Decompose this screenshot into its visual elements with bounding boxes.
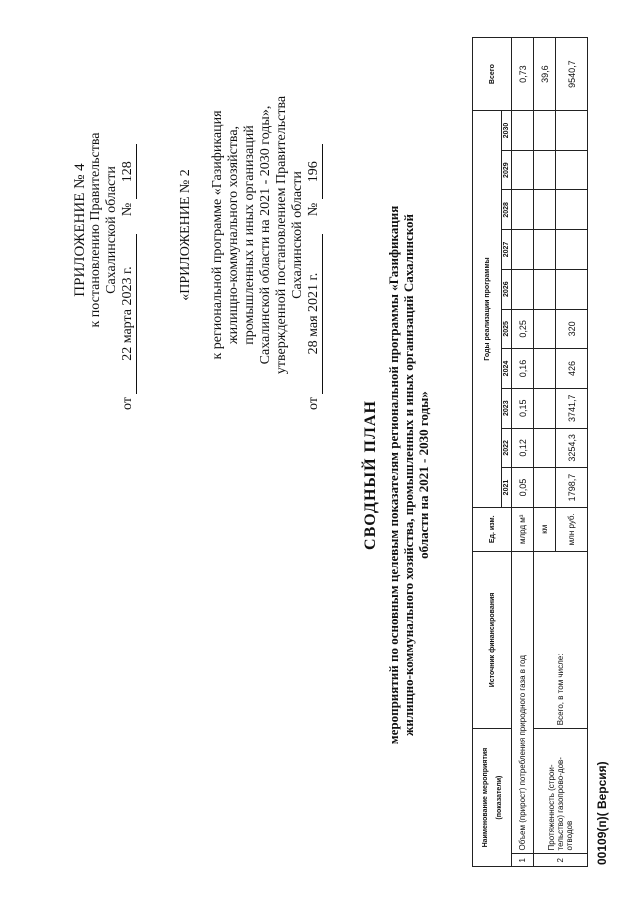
appendix-4-from-label: от — [120, 397, 135, 410]
appendix-2-line: к региональной программе «Газификация — [210, 110, 225, 360]
table-cell — [512, 111, 534, 151]
header-event — [473, 729, 512, 867]
plan-title: СВОДНЫЙ ПЛАН — [362, 400, 379, 550]
row-number: 2 — [534, 854, 588, 867]
table-cell — [534, 269, 556, 309]
plan-subtitle-line: жилищно-коммунального хозяйства, промышленных и иных организаций Сахалинской — [401, 213, 416, 737]
row-total: 39,6 — [534, 38, 556, 111]
table-cell — [534, 230, 556, 270]
table-cell: 3254,3 — [556, 428, 588, 468]
table-cell — [512, 269, 534, 309]
header-year: 2023 — [502, 388, 512, 428]
row-unit: млрд м³ — [512, 507, 534, 551]
plan-subtitle-line: области на 2021 - 2030 годы» — [416, 391, 431, 559]
appendix-4-date-row — [120, 50, 137, 410]
table-cell: 320 — [556, 309, 588, 349]
header-year: 2030 — [502, 111, 512, 151]
header-source: Источник финансирования — [473, 551, 512, 728]
table-cell — [556, 111, 588, 151]
table-row — [534, 38, 556, 867]
header-year: 2024 — [502, 349, 512, 389]
header-year: 2029 — [502, 150, 512, 190]
table-cell — [534, 111, 556, 151]
row-name: Протяженность (строи-тельство) газопрово-дов-отводов — [534, 729, 588, 854]
table-cell — [556, 230, 588, 270]
row-unit: км — [534, 507, 556, 551]
appendix-2-number: 196 — [306, 144, 323, 199]
header-year: 2022 — [502, 428, 512, 468]
table-row — [512, 38, 534, 867]
table-cell — [512, 190, 534, 230]
table-cell: 426 — [556, 349, 588, 389]
appendix-4-number-label: № — [120, 202, 135, 217]
appendix-2-date: 28 мая 2021 г. — [306, 234, 323, 394]
document-footer-code: 00109(п)( Версия) — [595, 761, 609, 865]
plan-subtitle-line: мероприятий по основным целевым показателям региональной программы «Газификация — [386, 205, 401, 745]
table-cell: 0,05 — [512, 468, 534, 508]
table-cell — [534, 388, 556, 428]
plan-table — [472, 37, 588, 867]
row-number: 1 — [512, 854, 534, 867]
appendix-4-line-1: к постановлению Правительства — [88, 132, 103, 328]
row-source: Всего, в том числе: — [534, 551, 588, 728]
header-year: 2028 — [502, 190, 512, 230]
table-header-row — [473, 38, 502, 867]
appendix-2-block — [178, 35, 323, 435]
appendix-4-title: ПРИЛОЖЕНИЕ № 4 — [72, 163, 88, 297]
table-cell: 0,12 — [512, 428, 534, 468]
table-cell: 0,25 — [512, 309, 534, 349]
row-name: Объем (прирост) потребления природного газа в год — [512, 551, 534, 854]
row-total: 0,73 — [512, 38, 534, 111]
header-unit: Ед. изм. — [473, 507, 512, 551]
header-year: 2025 — [502, 309, 512, 349]
appendix-2-line: жилищно-коммунального хозяйства, — [226, 125, 241, 345]
appendix-2-title: «ПРИЛОЖЕНИЕ № 2 — [178, 169, 193, 301]
row-total: 9540,7 — [556, 38, 588, 111]
header-years-group: Годы реализации программы — [473, 111, 502, 508]
appendix-4-line-2: Сахалинской области — [104, 166, 119, 294]
appendix-2-line: Сахалинской области — [290, 171, 305, 299]
plan-title-block — [362, 115, 431, 835]
table-cell: 0,16 — [512, 349, 534, 389]
table-cell — [556, 150, 588, 190]
header-year: 2026 — [502, 269, 512, 309]
table-cell — [512, 150, 534, 190]
header-total: Всего — [473, 38, 512, 111]
table-cell: 3741,7 — [556, 388, 588, 428]
header-year: 2021 — [502, 468, 512, 508]
table-cell — [534, 309, 556, 349]
table-cell — [534, 190, 556, 230]
table-cell: 1798,7 — [556, 468, 588, 508]
table-cell — [534, 150, 556, 190]
header-year: 2027 — [502, 230, 512, 270]
table-cell — [556, 190, 588, 230]
appendix-4-number: 128 — [120, 144, 137, 199]
table-cell — [534, 428, 556, 468]
row-unit: млн руб. — [556, 507, 588, 551]
appendix-2-date-row — [306, 35, 323, 435]
appendix-2-line: промышленных и иных организаций — [242, 125, 257, 345]
table-cell — [534, 468, 556, 508]
table-cell — [556, 269, 588, 309]
appendix-4-block — [72, 50, 137, 410]
table-cell — [512, 230, 534, 270]
appendix-2-number-label: № — [306, 202, 321, 217]
header-indicator-label: (показатели) — [495, 775, 503, 820]
appendix-2-from-label: от — [306, 397, 321, 410]
table-cell — [534, 349, 556, 389]
table-cell: 0,15 — [512, 388, 534, 428]
appendix-2-line: утвержденной постановлением Правительства — [274, 95, 289, 375]
appendix-2-line: Сахалинской области на 2021 - 2030 годы», — [258, 105, 273, 365]
header-event-label: Наименование мероприятия — [481, 747, 489, 848]
appendix-4-date: 22 марта 2023 г. — [120, 234, 137, 394]
